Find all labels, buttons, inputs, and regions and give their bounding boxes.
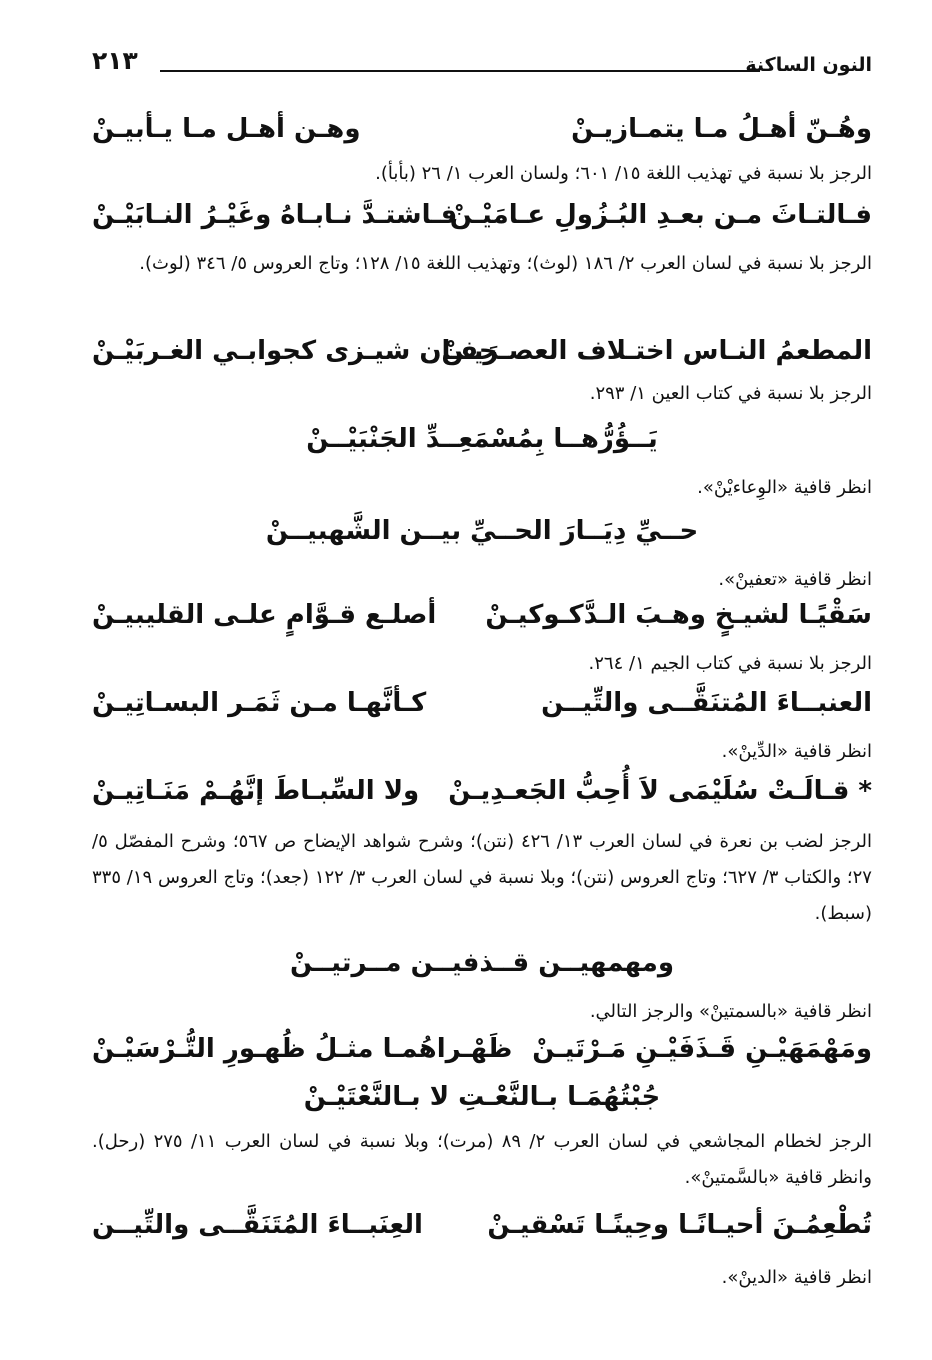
verse xyxy=(92,684,872,728)
hemistich-second: كـأنَّهـا مـن ثَمَـر البسـاتِيـنْ xyxy=(92,688,427,718)
running-header xyxy=(92,46,872,86)
verse-center xyxy=(92,1078,872,1122)
citation-note: الرجز بلا نسبة في كتاب الجيم ١/ ٢٦٤. xyxy=(588,653,872,674)
hemistich-first: * قـالَـتْ سُلَيْمَى لاَ أُحِبُّ الجَعـدِيـنْ xyxy=(448,776,872,806)
cross-reference: انظر قافية «بالسمتينْ» والرجز التالي. xyxy=(589,1001,872,1022)
hemistich-second: فـاشتـدَّ نـابـاهُ وغَيْـرُ النـابَيْـنْ xyxy=(92,200,458,230)
citation-note: الرجز لضب بن نعرة في لسان العرب ١٣/ ٤٢٦ (نتن)؛ وشرح شواهد الإيضاح ص ٥٦٧؛ وشرح المفصّل ٥/ ٢٧؛ والكتاب ٣/ ٦٢٧؛ وتاج العروس (نتن)؛ وبلا نسبة في لسان العرب ٣/ ١٢٢ (جعد)؛ وتاج العروس ١٩/ ٣٣٥ (سبط). xyxy=(92,831,872,924)
hemistich-second: ظَهْـراهُمـا مثـلُ ظُهـورِ التُّـرْسَيْـنْ xyxy=(92,1034,513,1064)
verse xyxy=(92,110,872,154)
hemistich-first: فـالتـاثَ مـن بعـدِ البُـزُولِ عـامَيْـنْ xyxy=(449,200,872,230)
citation-note: الرجز بلا نسبة في كتاب العين ١/ ٢٩٣. xyxy=(589,383,872,404)
cross-reference: انظر قافية «الوِعاءيْنْ». xyxy=(697,477,872,498)
hemistich-centered: يَــؤُرُّهــا بِمُسْمَعِــدِّ الجَنْبَيْــنْ xyxy=(306,424,658,454)
cross-reference: انظر قافية «الدِّينْ». xyxy=(721,741,872,762)
verse xyxy=(92,1206,872,1250)
hemistich-centered: جُبْتُهُمَـا بـالنَّعْـتِ لا بـالنَّعْتَيْـنْ xyxy=(303,1082,661,1112)
hemistich-first: وهُـنّ أهـلُ مـا يتمـازيـنْ xyxy=(571,114,872,144)
hemistich-first: سَقْيًـا لشيـخٍ وهـبَ الـدَّكـوكيـنْ xyxy=(485,600,872,630)
verse xyxy=(92,1030,872,1074)
citation-note: الرجز بلا نسبة في لسان العرب ٢/ ١٨٦ (لوث)؛ وتهذيب اللغة ١٥/ ١٢٨؛ وتاج العروس ٥/ ٣٤٦ (لوث). xyxy=(139,253,872,274)
verse xyxy=(92,772,872,816)
hemistich-second: وهـن أهـل مـا يـأبيـنْ xyxy=(92,114,361,144)
verse xyxy=(92,196,872,240)
hemistich-second: العِنَبــاءَ المُتَنَقَّــى والتِّيــن xyxy=(92,1210,423,1240)
verse xyxy=(92,332,872,376)
hemistich-first: المطعمُ النـاس اختـلاف العصـرَيـنْ xyxy=(441,336,872,366)
hemistich-second: أصلـع قـوَّامٍ علـى القليبيـنْ xyxy=(92,600,437,630)
hemistich-centered: حــيِّ دِيَــارَ الحــيِّ بيــن الشَّهبيــنْ xyxy=(265,516,699,546)
page-number: ٢١٣ xyxy=(92,46,138,75)
verse-center xyxy=(92,512,872,556)
verse-center xyxy=(92,420,872,464)
verse-center xyxy=(92,944,872,988)
hemistich-first: تُطْعِمُـنَ أحيـانًـا وحِينًـا تَسْقيـنْ xyxy=(487,1210,872,1240)
cross-reference: انظر قافية «تعفينْ». xyxy=(718,569,872,590)
hemistich-first: ومَهْمَهَيْـنِ قَـذَفَيْـنِ مَـرْتَيـنْ xyxy=(532,1034,872,1064)
hemistich-second: جفـان شيـزى كجوابـي الغـربَيْـنْ xyxy=(92,336,498,366)
hemistich-centered: ومهمهيــن قــذفيــن مــرتيــنْ xyxy=(289,948,675,978)
header-rule xyxy=(160,70,760,72)
hemistich-second: ولا السِّبـاطَ إنَّهُـمْ مَنَـاتِيـنْ xyxy=(92,776,420,806)
citation-note: الرجز بلا نسبة في تهذيب اللغة ١٥/ ٦٠١؛ ولسان العرب ١/ ٢٦ (بأبأ). xyxy=(375,163,872,184)
verse xyxy=(92,596,872,640)
cross-reference: انظر قافية «الدينْ». xyxy=(721,1267,872,1288)
hemistich-first: العنبــاءَ المُتنَقَّــى والتِّيــن xyxy=(541,688,872,718)
section-title: النون الساكنة xyxy=(745,54,872,76)
citation-note: الرجز لخطام المجاشعي في لسان العرب ٢/ ٨٩ (مرت)؛ وبلا نسبة في لسان العرب ١١/ ٢٧٥ (رحل). وانظر قافية «بالسَّمتينْ». xyxy=(92,1131,872,1188)
